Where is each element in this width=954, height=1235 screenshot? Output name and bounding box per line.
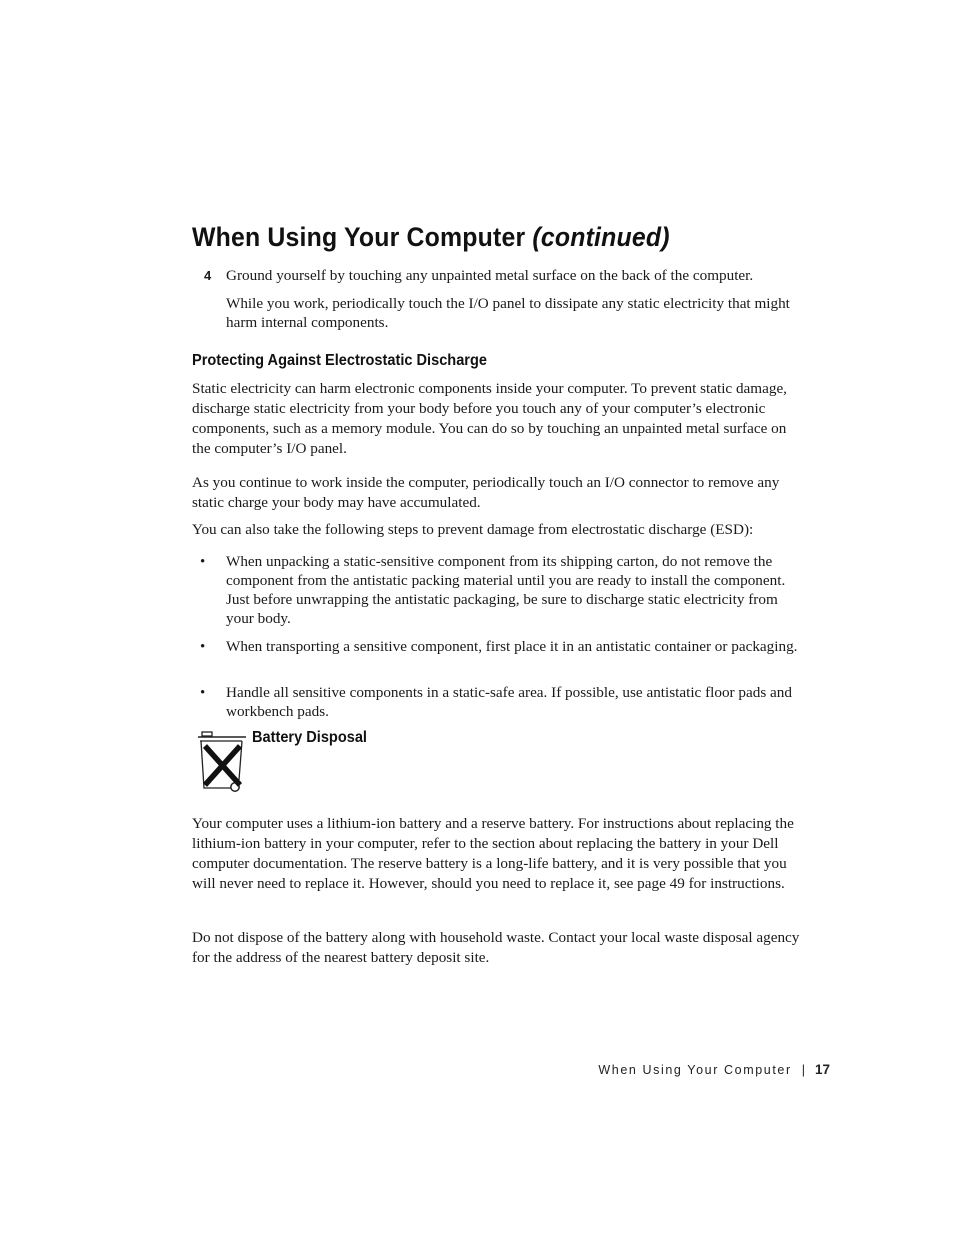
crossed-out-wheeled-bin-icon — [196, 730, 248, 794]
page-footer — [598, 1062, 830, 1077]
bullet-marker: • — [200, 554, 206, 570]
page-title-continued: (continued) — [532, 222, 670, 252]
esd-bullet-2: When transporting a sensitive component, first place it in an antistatic container or packaging. — [226, 638, 798, 655]
esd-paragraph-1: Static electricity can harm electronic components inside your computer. To prevent static damage, discharge static electricity from your body before you touch any of your computer’s electronic components, such as a memory module. You can do so by touching an unpainted metal surface on the computer’s I/O panel. — [192, 380, 787, 457]
page-title — [192, 222, 670, 253]
esd-bullet-1: When unpacking a static-sensitive component from its shipping carton, do not remove the component from the antistatic packing material until you are ready to install the component. Just before unwrapping the antistatic packaging, be sure to discharge static electricity from your body. — [226, 553, 786, 627]
footer-separator: | — [801, 1063, 805, 1077]
step-number: 4 — [204, 268, 212, 283]
page-number: 17 — [814, 1062, 830, 1077]
battery-heading: Battery Disposal — [252, 729, 367, 746]
bullet-marker: • — [200, 685, 206, 701]
step-note: While you work, periodically touch the I/O panel to dissipate any static electricity that might harm internal components. — [226, 295, 790, 331]
page-title-main: When Using Your Computer — [192, 222, 533, 252]
esd-paragraph-3: You can also take the following steps to prevent damage from electrostatic discharge (ESD): — [192, 521, 754, 538]
bullet-marker: • — [200, 639, 206, 655]
esd-heading: Protecting Against Electrostatic Discharge — [192, 352, 487, 369]
running-title: When Using Your Computer — [598, 1063, 792, 1077]
battery-paragraph-1: Your computer uses a lithium-ion battery and a reserve battery. For instructions about replacing the lithium-ion battery in your computer, refer to the section about replacing the battery in your Dell computer documentation. The reserve battery is a long-life battery, and it is very possible that you will never need to replace it. However, should you need to replace it, see page 49 for instructions. — [192, 815, 794, 892]
esd-paragraph-2: As you continue to work inside the computer, periodically touch an I/O connector to remove any static charge your body may have accumulated. — [192, 474, 780, 511]
esd-bullet-3: Handle all sensitive components in a static-safe area. If possible, use antistatic floor pads and workbench pads. — [226, 684, 792, 720]
battery-paragraph-2: Do not dispose of the battery along with household waste. Contact your local waste disposal agency for the address of the nearest battery deposit site. — [192, 929, 800, 966]
step-text: Ground yourself by touching any unpainted metal surface on the back of the computer. — [226, 267, 754, 284]
